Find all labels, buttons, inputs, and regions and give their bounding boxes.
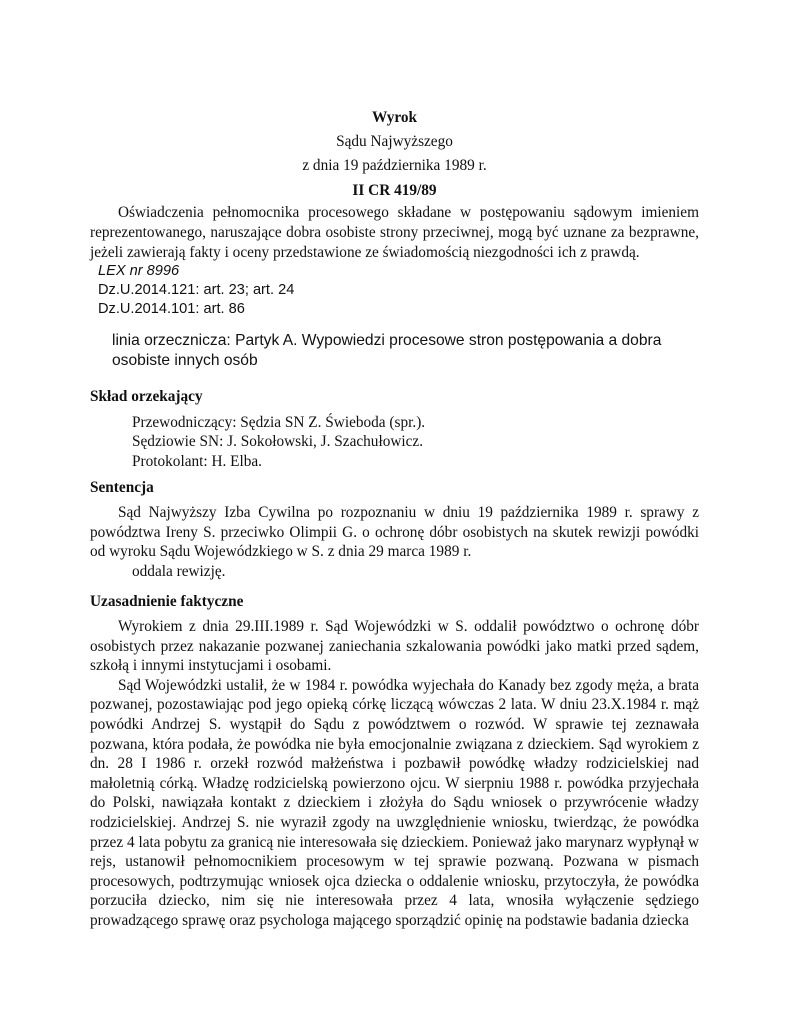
sklad-line: Przewodniczący: Sędzia SN Z. Świeboda (spr.). [132,413,426,431]
document-page [90,108,699,931]
sklad-line: Protokolant: H. Elba. [132,452,263,470]
sklad-list [132,413,699,472]
judgment-date: z dnia 19 października 1989 r. [302,157,487,175]
sklad-line: Sędziowie SN: J. Sokołowski, J. Szachułowicz. [132,433,424,451]
legal-reference: Dz.U.2014.101: art. 86 [98,301,245,318]
court-name: Sądu Najwyższego [336,132,453,150]
section-heading-uzasadnienie: Uzasadnienie faktyczne [90,592,244,610]
metadata-block [98,262,699,319]
thesis-paragraph: Oświadczenia pełnomocnika procesowego składane w postępowaniu sądowym imieniem reprezentowanego, naruszające dobra osobiste strony przeciwnej, mogą być uznane za bezprawne, jeżeli zawierają fakty i oceny przedstawione ze świadomością niezgodności ich z prawdą. [90,204,699,261]
legal-reference: Dz.U.2014.121: art. 23; art. 24 [98,282,295,299]
uzasadnienie-paragraph: Wyrokiem z dnia 29.III.1989 r. Sąd Wojewódzki w S. oddalił powództwo o ochronę dóbr osobistych przez nakazanie pozwanej zaniechania szkalowania powódki jako matki przed sądem, szkołą i innymi instytucjami i osobami. [90,618,699,675]
lex-number: LEX nr 8996 [98,263,180,280]
sentencja-paragraph: Sąd Najwyższy Izba Cywilna po rozpoznaniu w dniu 19 października 1989 r. sprawy z powództwa Ireny S. przeciwko Olimpii G. o ochronę dóbr osobistych na skutek rewizji powódki od wyroku Sądu Wojewódzkiego w S. z dnia 29 marca 1989 r. [90,504,699,561]
case-signature: II CR 419/89 [352,181,437,199]
linia-orzecznicza-link[interactable]: linia orzecznicza: Partyk A. Wypowiedzi procesowe stron postępowania a dobra osobiste innych osób [112,332,662,370]
uzasadnienie-paragraph: Sąd Wojewódzki ustalił, że w 1984 r. powódka wyjechała do Kanady bez zgody męża, a brata pozwanej, pozostawiając pod jego opieką córkę liczącą wówczas 2 lata. W dniu 23.X.1984 r. mąż powódki Andrzej S. wystąpił do Sądu z powództwem o rozwód. W sprawie tej zeznawała pozwana, która podała, że powódka nie była emocjonalnie związana z dzieckiem. Sąd wyrokiem z dn. 28 I 1986 r. orzekł rozwód małżeństwa i pozbawił powódkę władzy rodzicielskiej nad małoletnią córką. Władzę rodzicielską powierzono ojcu. W sierpniu 1988 r. powódka przyjechała do Polski, nawiązała kontakt z dzieckiem i złożyła do Sądu wniosek o przywrócenie władzy rodzicielskiej. Andrzej S. nie wyraził zgody na uwzględnienie wniosku, twierdząc, że powódka przez 4 lata pobytu za granicą nie interesowała się dzieckiem. Ponieważ jako marynarz wypłynął w rejs, ustanowił pełnomocnikiem procesowym w tej sprawie pozwaną. Pozwana w pismach procesowych, podtrzymując wniosek ojca dziecka o oddalenie wniosku, przytoczyła, że powódka porzuciła dziecko, nim się nie interesowała przez 4 lata, wnosiła wyłączenie sędziego prowadzącego sprawę oraz psychologa mającego sporządzić opinię na podstawie badania dziecka [90,676,699,929]
section-heading-sklad: Skład orzekający [90,388,203,406]
section-heading-sentencja: Sentencja [90,478,154,496]
sentencja-decision: oddala rewizję. [132,562,226,580]
document-title: Wyrok [371,109,418,126]
